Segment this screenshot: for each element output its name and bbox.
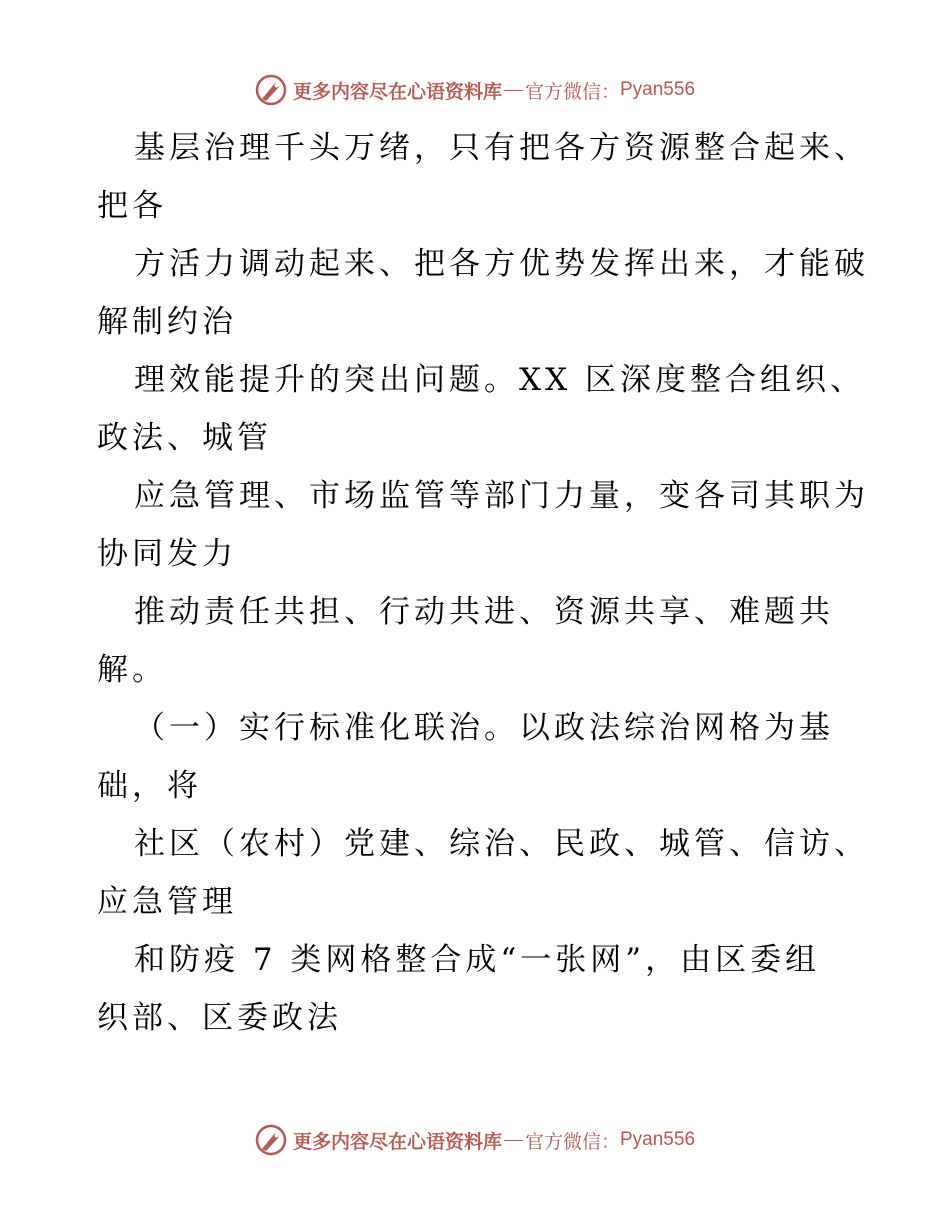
banner-separator: — <box>503 79 523 100</box>
banner-separator: — <box>503 1129 523 1150</box>
paragraph-line: 解。 <box>97 652 167 688</box>
paragraph-line: （一）实行标准化联治。以政法综治网格为基 <box>134 710 834 746</box>
paragraph-line: 社区（农村）党建、综治、民政、城管、信访、 <box>134 826 869 862</box>
paragraph-line: 把各 <box>97 188 167 224</box>
pen-nib-logo-icon <box>255 1124 287 1156</box>
paragraph-line: 和防疫 7 类网格整合成“一张网”，由区委组 <box>134 942 821 978</box>
paragraph-line: 础，将 <box>97 768 202 804</box>
banner-wechat-label: 官方微信： <box>524 1131 620 1153</box>
paragraph-line: 方活力调动起来、把各方优势发挥出来，才能破 <box>134 246 869 282</box>
paragraph-line: 基层治理千头万绪，只有把各方资源整合起来、 <box>134 130 869 166</box>
paragraph-line: 应急管理、市场监管等部门力量，变各司其职为 <box>134 478 869 514</box>
paragraph-line: 理效能提升的突出问题。XX 区深度整合组织、 <box>134 362 865 398</box>
paragraph-line: 政法、城管 <box>97 420 272 456</box>
header-watermark-banner <box>0 70 950 110</box>
paragraph-line: 应急管理 <box>97 884 237 920</box>
banner-wechat-label: 官方微信： <box>524 81 620 103</box>
banner-wechat-id: Pyan556 <box>620 79 696 100</box>
banner-wechat-id: Pyan556 <box>620 1129 696 1150</box>
pen-nib-logo-icon <box>255 74 287 106</box>
banner-brand-text: 更多内容尽在心语资料库 <box>292 1131 502 1153</box>
footer-watermark-banner <box>0 1120 950 1160</box>
paragraph-line: 解制约治 <box>97 304 237 340</box>
banner-brand-text: 更多内容尽在心语资料库 <box>292 81 502 103</box>
paragraph-line: 协同发力 <box>97 536 237 572</box>
paragraph-line: 织部、区委政法 <box>97 1000 342 1036</box>
paragraph-line: 推动责任共担、行动共进、资源共享、难题共 <box>134 594 834 630</box>
